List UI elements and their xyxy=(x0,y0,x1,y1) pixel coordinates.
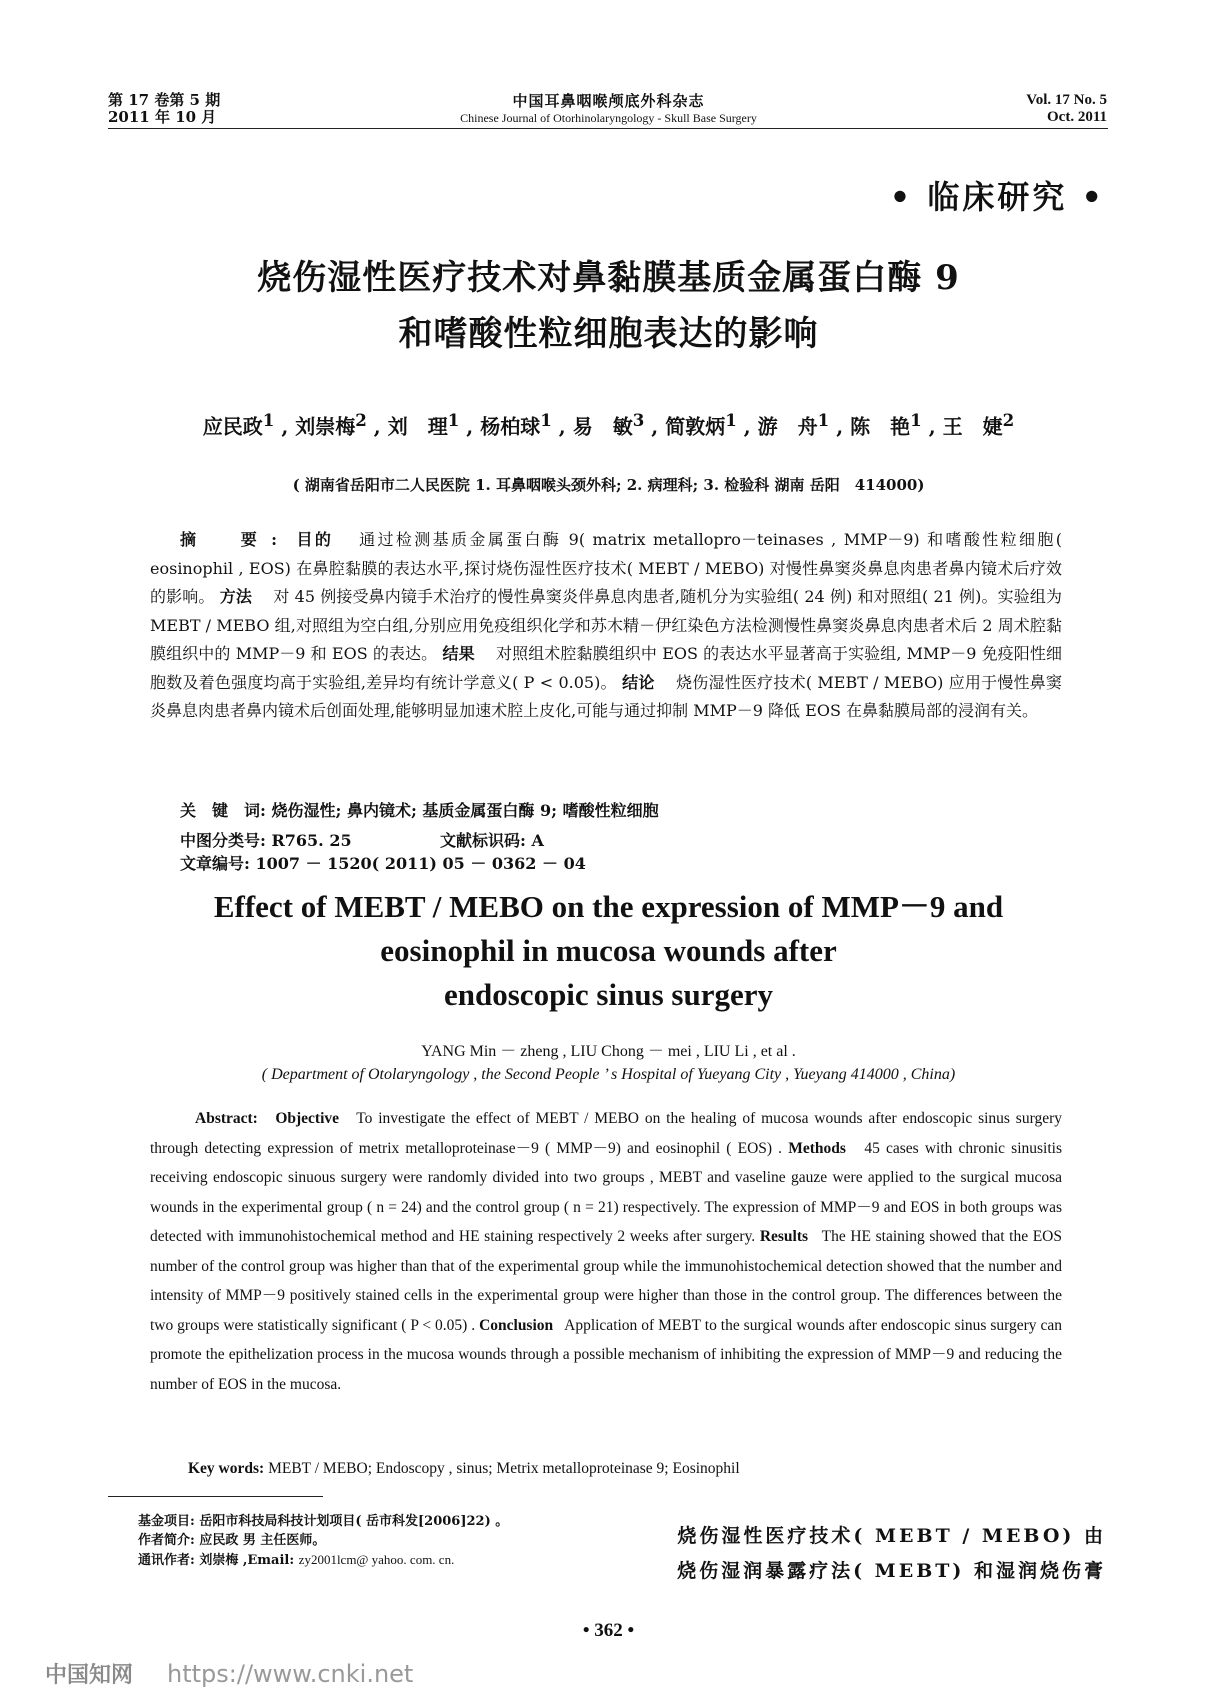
results-en-text: The HE staining showed that the EOS number of the control group was higher than that of the experimental group while the immunohistochemical detection showed that the number and intensity of MMP－9 positively stained cells in the experimental group were higher than those in the control group. The differences between the two groups were statistically significant ( P < 0.05) . xyxy=(150,1228,1062,1334)
en-title-line-3: endoscopic sinus surgery xyxy=(444,977,773,1012)
author-name: 简敦炳 xyxy=(665,414,726,439)
results-en-label: Results xyxy=(759,1228,809,1245)
clc-number: 中图分类号: R765. 25 xyxy=(180,831,352,850)
body-text-start xyxy=(626,1519,1106,1589)
keywords-en xyxy=(188,1460,740,1478)
footnote-rule xyxy=(108,1496,323,1497)
methods-en-text: 45 cases with chronic sinusitis receiving endoscopic sinuous surgery were randomly divided into two groups , MEBT and vaseline gauze were applied to the surgical mucosa wounds in the experimental group ( n = 24) and the control group ( n = 21) respectively. The expression of MMP－9 and EOS in both groups was detected with immunohistochemical method and HE staining respectively 2 weeks after surgery. xyxy=(150,1139,1062,1245)
objective-en-label: Objective xyxy=(275,1110,340,1127)
author-intro-note: 作者简介: 应民政 男 主任医师。 xyxy=(138,1533,326,1548)
cnki-watermark xyxy=(45,1658,413,1689)
page-number: • 362 • xyxy=(582,1620,635,1641)
author-list: 应民政$^1$ , 刘崇梅$^2$ , 刘 理$^1$ , 杨柏球$^1$ , 易 敏$^3$ , 简敦炳$^1$ , 游 舟$^1$ , 陈 艳$^1$ , 王 婕$^2$ xyxy=(202,410,1015,439)
author-affil-mark: 1 xyxy=(540,410,552,430)
author-name: 游 舟 xyxy=(757,414,818,439)
author-name: 陈 艳 xyxy=(850,414,911,439)
affiliation-cn: ( 湖南省岳阳市二人民医院 1. 耳鼻咽喉头颈外科; 2. 病理科; 3. 检验科 湖南 岳阳 414000) xyxy=(292,476,925,494)
document-code: 文献标识码: A xyxy=(440,831,544,850)
author-affil-mark: 1 xyxy=(817,410,830,430)
journal-name-cn: 中国耳鼻咽喉颅底外科杂志 xyxy=(512,92,705,110)
abstract-cn xyxy=(150,526,1062,726)
author-affil-mark: 1 xyxy=(725,410,737,430)
conclusion-en-text: Application of MEBT to the surgical wounds after endoscopic sinus surgery can promote the epithelization process in the mucosa wounds through a possible mechanism of inhibiting the expression of MMP－9 and reducing the number of EOS in the mucosa. xyxy=(150,1316,1062,1393)
author-affil-mark: 2 xyxy=(355,410,367,430)
volume-issue: 第 17 卷第 5 期 xyxy=(108,91,221,109)
body-line-2: 烧伤湿润暴露疗法( MEBT) 和湿润烧伤膏 xyxy=(677,1560,1106,1582)
objective-label: 目的 xyxy=(296,530,334,549)
methods-label: 方法 xyxy=(219,587,252,606)
author-name: 杨柏球 xyxy=(480,414,541,439)
keywords-cn: 关 键 词: 烧伤湿性; 鼻内镜术; 基质金属蛋白酶 9; 嗜酸性粒细胞 xyxy=(180,801,659,820)
corresponding-prefix: 通讯作者: 刘崇梅 ,Email: xyxy=(138,1553,299,1568)
affiliation-en: ( Department of Otolaryngology , the Second People ’ s Hospital of Yueyang City , Yueyang 414000 , China) xyxy=(261,1066,956,1083)
author-name: 王 婕 xyxy=(942,414,1003,439)
watermark-url[interactable]: https://www.cnki.net xyxy=(167,1660,414,1688)
conclusion-en-label: Conclusion xyxy=(479,1316,554,1334)
article-number: 文章编号: 1007 － 1520( 2011) 05 － 0362 － 04 xyxy=(180,854,586,873)
results-text: 对照组术腔黏膜组织中 EOS 的表达水平显著高于实验组, MMP－9 免疫阳性细胞数及着色强度均高于实验组,差异均有统计学意义( P < 0.05)。 xyxy=(150,644,1062,692)
volume-issue-en: Vol. 17 No. 5 xyxy=(1026,92,1107,108)
keywords-en-label: Key words: xyxy=(188,1460,265,1477)
abstract-en-label: Abstract: xyxy=(195,1110,258,1127)
article-title-cn xyxy=(0,250,1217,362)
publication-date-en: Oct. 2011 xyxy=(1047,109,1107,125)
footnotes xyxy=(138,1512,508,1570)
journal-name-en: Chinese Journal of Otorhinolaryngology - Skull Base Surgery xyxy=(460,111,757,125)
conclusion-text: 烧伤湿性医疗技术( MEBT / MEBO) 应用于慢性鼻窦炎鼻息肉患者鼻内镜术后创面处理,能够明显加速术腔上皮化,可能与通过抑制 MMP－9 降低 EOS 在鼻黏膜局部的浸润有关。 xyxy=(150,672,1062,720)
body-line-1: 烧伤湿性医疗技术( MEBT / MEBO) 由 xyxy=(677,1525,1106,1547)
objective-en-text: To investigate the effect of MEBT / MEBO on the healing of mucosa wounds after endoscopic sinus surgery through detecting expression of metrix metalloproteinase－9 ( MMP－9) and eosinophil ( EOS) . xyxy=(150,1110,1062,1157)
author-affil-mark: 1 xyxy=(262,410,275,430)
article-title-en xyxy=(0,885,1217,1017)
author-affil-mark: 2 xyxy=(1002,410,1015,430)
methods-text: 对 45 例接受鼻内镜手术治疗的慢性鼻窦炎伴鼻息肉患者,随机分为实验组( 24 例) 和对照组( 21 例)。实验组为 MEBT / MEBO 组,对照组为空白组,分别应用免疫组织化学和苏木精－伊红染色方法检测慢性鼻窦炎鼻息肉患者术后 2 周术腔黏膜组织中的 MMP－9 和 EOS 的表达。 xyxy=(150,587,1062,663)
title-line-2: 和嗜酸性粒细胞表达的影响 xyxy=(398,314,819,354)
author-affil-mark: 3 xyxy=(632,410,645,430)
funding-note: 基金项目: 岳阳市科技局科技计划项目( 岳市科发[2006]22) 。 xyxy=(138,1514,509,1529)
en-title-line-2: eosinophil in mucosa wounds after xyxy=(380,933,837,968)
en-title-line-1: Effect of MEBT / MEBO on the expression of MMP－9 and xyxy=(213,889,1004,924)
author-affil-mark: 1 xyxy=(910,410,922,430)
running-header-right xyxy=(1026,92,1107,126)
author-name: 易 敏 xyxy=(572,414,633,439)
abstract-label: 摘 要: xyxy=(180,530,290,549)
corresponding-email[interactable]: zy2001lcm@ yahoo. com. cn. xyxy=(298,1552,455,1567)
methods-en-label: Methods xyxy=(788,1139,846,1157)
classification-line xyxy=(180,828,1030,874)
author-list-en: YANG Min － zheng , LIU Chong － mei , LIU Li , et al . xyxy=(421,1043,796,1060)
keywords-en-text: MEBT / MEBO; Endoscopy , sinus; Metrix metalloproteinase 9; Eosinophil xyxy=(268,1460,740,1477)
conclusion-label: 结论 xyxy=(622,672,655,692)
author-affil-mark: 1 xyxy=(447,410,460,430)
title-line-1: 烧伤湿性医疗技术对鼻黏膜基质金属蛋白酶 9 xyxy=(257,258,960,298)
objective-text: 通过检测基质金属蛋白酶 9( matrix metallopro－teinases , MMP－9) 和嗜酸性粒细胞( eosinophil , EOS) 在鼻腔黏膜的表达水平,探讨烧伤湿性医疗技术( MEBT / MEBO) 对慢性鼻窦炎鼻息肉患者鼻内镜术后疗效的影响。 xyxy=(150,530,1062,606)
publication-date: 2011 年 10 月 xyxy=(108,108,217,126)
corresponding-author-note xyxy=(138,1550,508,1570)
author-name: 应民政 xyxy=(202,414,263,439)
abstract-en xyxy=(150,1104,1062,1399)
author-name: 刘 理 xyxy=(387,414,448,439)
section-tag: • 临床研究 • xyxy=(889,178,1105,216)
results-label: 结果 xyxy=(442,644,475,663)
header-rule xyxy=(108,128,1108,129)
watermark-brand: 中国知网 xyxy=(45,1663,134,1688)
author-name: 刘崇梅 xyxy=(295,414,356,439)
